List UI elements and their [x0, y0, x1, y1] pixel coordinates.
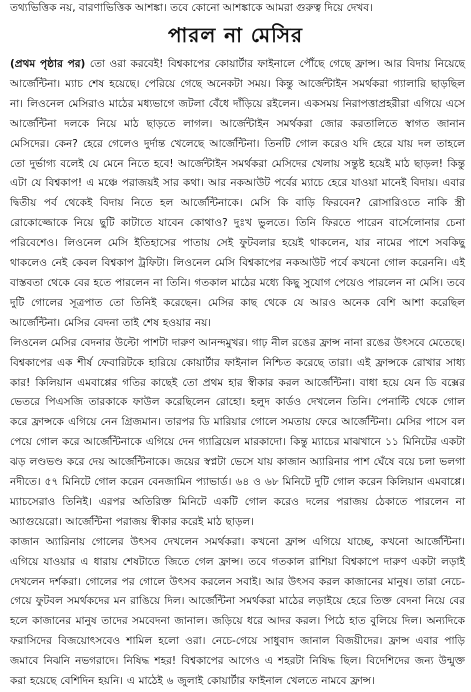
continuation-label: (প্রথম পৃষ্ঠার পর)	[10, 58, 86, 70]
article-body	[10, 55, 466, 688]
cut-off-top-line: তথ্যভিত্তিক নয়, বারণাভিত্তিক আশঙ্কা। তবে কোনো আশঙ্কাকে আমরা গুরুত্ব দিয়ে দেখব।	[10, 2, 373, 14]
article-paragraph-1: তো ওরা করবেই! বিশ্বকাপের কোয়ার্টার ফাইনালে পৌঁছে গেছে ফ্রান্স। আর বিদায় নিয়েছে আর্জেন্টিনা। ম্যাচ শেষ হয়েছে। পেরিয়ে গেছে অনেকটা সময়। কিন্তু আর্জেন্টাইন সমর্থকরা গ্যালারি ছাড়ছিল না। লিওনেল মেসিরাও মাঠের মধ্যভাগে জটলা বেঁধে দাঁড়িয়ে রইলেন। একসময় নিরাপত্তাপ্রহরীরা এগিয়ে এসে আর্জেন্টিনা দলকে নিয়ে মাঠ ছাড়তে লাগল। আর্জেন্টাইন সমর্থকরা জোর করতালিতে স্বাগত জানান মেসিদের। কেন? হেরে গেলেও দুর্দান্ত খেলেছে আর্জেন্টিনা। তিনটি গোল করেও যদি হেরে যায় দল তাহলে তো দুর্ভাগ্য বলেই যে মেনে নিতে হবে! আর্জেন্টাইন সমর্থকরা মেসিদের খেলায় সন্তুষ্ট হয়েই মাঠ ছাড়ল! কিন্তু এটা যে বিশ্বকাপ! এ মঞ্চে পরাজয়ই সার কথা। আর নকআউট পর্বের ম্যাচে হেরে যাওয়া মানেই বিদায়। এবার দ্বিতীয় পর্ব থেকেই বিদায় নিতে হল আর্জেন্টিনাকে। মেসি কি বাড়ি ফিরবেন? রোসারিওতে নাকি স্ত্রী রোকোজ্জোকে নিয়ে ছুটি কাটাতে যাবেন কোথাও? দুঃখ ভুলতে। তিনি ফিরতে পারেন বার্সেলোনার চেনা পরিবেশেও। লিওনেল মেসি ইতিহাসের পাতায় সেই ফুটবলার হয়েই থাকলেন, যার নামের পাশে সবকিছু থাকলেও নেই কেবল বিশ্বকাপ ট্রফিটা। লিওনেল মেসি বিশ্বকাপের নকআউট পর্বে কখনো গোল করেননি। এই বাস্তবতা থেকে বের হতে পারলেন না তিনি। গতকাল মাঠের মধ্যে কিছু সুযোগ পেয়েও পারলেন না মেসি। তবে দুটি গোলের সূত্রপাত তো তিনিই করেছেন। মেসির কাছ থেকে যে আরও অনেক বেশি আশা করেছিল আর্জেন্টিনা। মেসির বেদনা তাই শেষ হওয়ার নয়।	[10, 58, 466, 329]
headline: পারল না মেসির	[167, 23, 304, 47]
article-paragraph-3: কাজান অ্যারিনায় গোলের উৎসব দেখলেন সমর্থকরা। কখনো ফ্রান্স এগিয়ে যাচ্ছে, কখনো আর্জেন্টিনা। এগিয়ে যাওয়ার এ ধারায় শেষটাতে জিতে গেল ফ্রান্স। তবে গতকাল রাশিয়া বিশ্বকাপে দারুণ একটা লড়াই দেখলেন দর্শকরা। গোলের পর গোলে উৎসব করলেন সবাই। আর উৎসব করল কাজানের মানুষ। তারা নেচে-গেয়ে ফুটবল সমর্থকদের মন রাঙিয়ে দিল। আর্জেন্টিনা সমর্থকরা মাঠের লড়াইয়ে হেরে তিক্ত বেদনা নিয়ে বের হলে কাজানের মানুষ তাদের সমবেদনা জানাল। জড়িয়ে ধরে আদর করল। পিঠে হাত বুলিয়ে দিল। অন্যদিকে ফরাসিদের বিজয়োৎসবেও শামিল হলো ওরা। নেচে-গেয়ে সাধুবাদ জানাল বিজয়ীদের। ফ্রান্স এবার পাড়ি জমাবে নিঝনি নভগরাদে। নিষিদ্ধ শহর! বিশ্বকাপের আগেও এ শহরটা নিষিদ্ধ ছিল। বিদেশিদের জন্য উন্মুক্ত করা হয়েছে বেশিদিন হয়নি। এ মাঠেই ৬ জুলাই কোয়ার্টার ফাইনাল খেলতে নামবে ফ্রান্স।	[10, 535, 465, 688]
article-paragraph-2: লিওনেল মেসির বেদনার উল্টো পাশটা দারুণ আনন্দমুখর। গাঢ় নীল রঙের ফ্রান্স নানা রঙের উৎসবে মেতেছে। বিশ্বকাপের এক শীর্ষ ফেবারিটকে হারিয়ে কোয়ার্টার ফাইনাল নিশ্চিত করেছে তারা। এই ফ্রান্সকে রোখার সাধ্য কার! কিলিয়ান এমবাপ্পের গতির কাছেই তো প্রথম হার স্বীকার করল আর্জেন্টিনা। বাধা হয়ে যেন ডি বক্সের ভেতরে পিএসজি তারকাকে ফাউল করেছিলেন রোহো। হলুদ কার্ডও দেখলেন তিনি। পেনাল্টি থেকে গোল করে ফ্রান্সকে এগিয়ে নেন গ্রিজমান। তারপর ডি মারিয়ার গোলে সমতায় ফেরে আর্জেন্টিনা। মেসির পাসে বল পেয়ে গোল করে আর্জেন্টিনাকে এগিয়ে দেন গ্যাব্রিয়েল মারকাদো। কিন্তু ম্যাচের মাঝখানে ১১ মিনিটের একটা ঝড় লণ্ডভণ্ড করে দেয় আর্জেন্টিনাকে। জয়ের স্বপ্নটা ভেসে যায় কাজান অ্যারিনার পাশ ঘেঁষে বয়ে চলা ভলগা নদীতে। ৫৭ মিনিটে গোল করেন বেনজামিন প্যাভার্ড। ৬৪ ও ৬৮ মিনিটে দুটি গোল করেন কিলিয়ান এমবাপ্পে। ম্যাচসেরাও তিনিই। এরপর অতিরিক্ত মিনিটে একটি গোল করেও দলের পরাজয় ঠেকাতে পারলেন না অ্যাগুয়েরো। আর্জেন্টিনা পরাজয় স্বীকার করেই মাঠ ছাড়ল।	[10, 336, 465, 528]
